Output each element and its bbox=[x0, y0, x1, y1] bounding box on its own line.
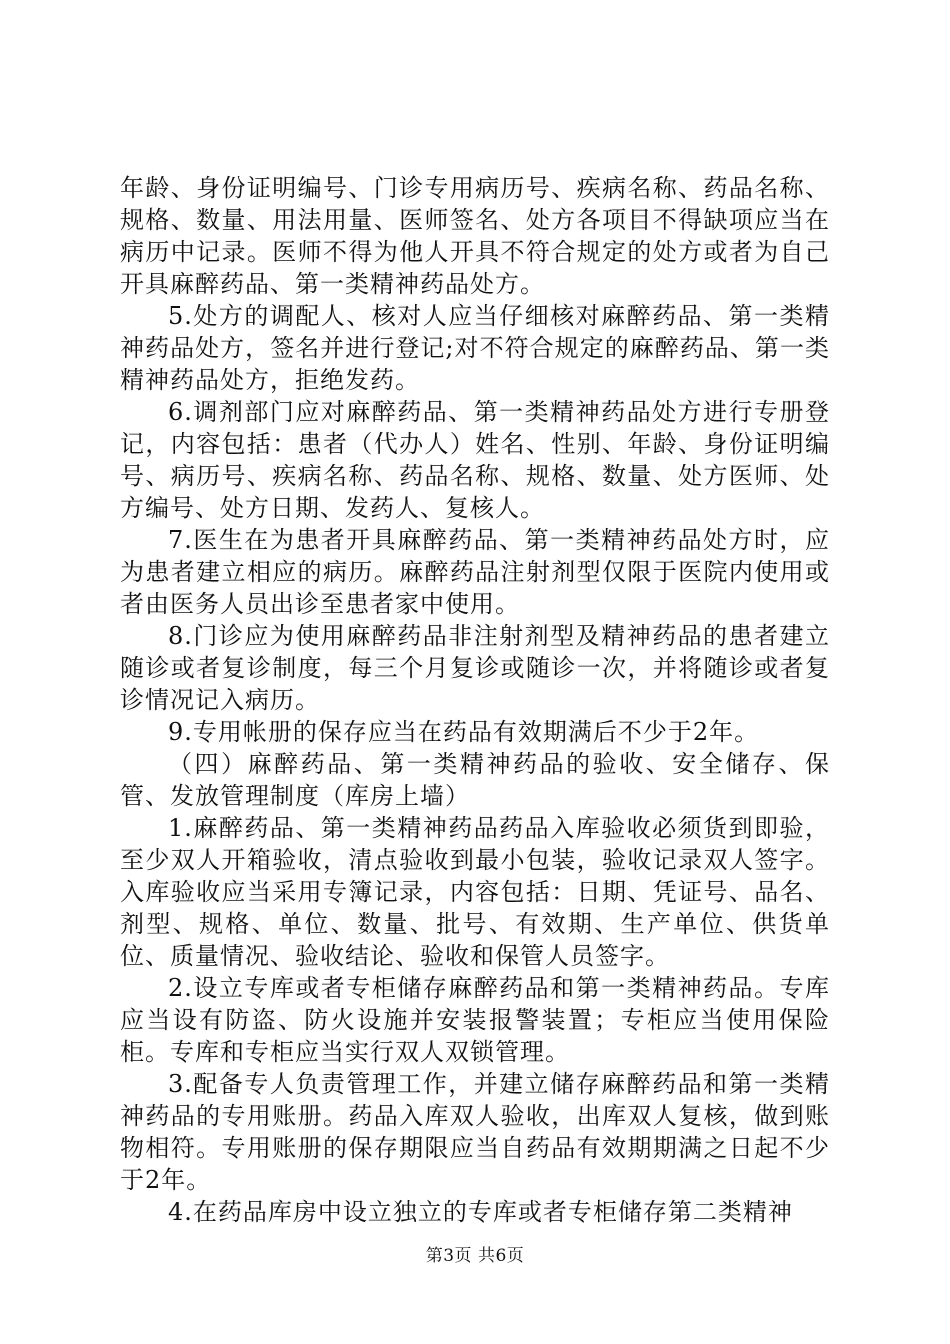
paragraph: 年龄、身份证明编号、门诊专用病历号、疾病名称、药品名称、规格、数量、用法用量、医师签名、处方各项目不得缺项应当在病历中记录。医师不得为他人开具不符合规定的处方或者为自己开具麻醉药品、第一类精神药品处方。 bbox=[120, 174, 830, 298]
paragraph: 7.医生在为患者开具麻醉药品、第一类精神药品处方时，应为患者建立相应的病历。麻醉药品注射剂型仅限于医院内使用或者由医务人员出诊至患者家中使用。 bbox=[120, 526, 830, 618]
document-body bbox=[120, 172, 830, 1228]
paragraph: 2.设立专库或者专柜储存麻醉药品和第一类精神药品。专库应当设有防盗、防火设施并安装报警装置；专柜应当使用保险柜。专库和专柜应当实行双人双锁管理。 bbox=[120, 974, 830, 1066]
paragraph: 1.麻醉药品、第一类精神药品药品入库验收必须货到即验，至少双人开箱验收，清点验收到最小包装，验收记录双人签字。入库验收应当采用专簿记录，内容包括：日期、凭证号、品名、剂型、规格、单位、数量、批号、有效期、生产单位、供货单位、质量情况、验收结论、验收和保管人员签字。 bbox=[120, 814, 830, 970]
paragraph: 3.配备专人负责管理工作，并建立储存麻醉药品和第一类精神药品的专用账册。药品入库双人验收，出库双人复核，做到账物相符。专用账册的保存期限应当自药品有效期期满之日起不少于2年。 bbox=[120, 1070, 830, 1194]
page-footer: 第3页 共6页 bbox=[425, 1246, 525, 1266]
paragraph: 5.处方的调配人、核对人应当仔细核对麻醉药品、第一类精神药品处方，签名并进行登记;对不符合规定的麻醉药品、第一类精神药品处方，拒绝发药。 bbox=[120, 302, 830, 394]
paragraph: 6.调剂部门应对麻醉药品、第一类精神药品处方进行专册登记，内容包括：患者（代办人）姓名、性别、年龄、身份证明编号、病历号、疾病名称、药品名称、规格、数量、处方医师、处方编号、处方日期、发药人、复核人。 bbox=[120, 398, 830, 522]
section-heading: （四）麻醉药品、第一类精神药品的验收、安全储存、保管、发放管理制度（库房上墙） bbox=[120, 750, 830, 810]
paragraph: 9.专用帐册的保存应当在药品有效期满后不少于2年。 bbox=[168, 718, 760, 746]
paragraph: 4.在药品库房中设立独立的专库或者专柜储存第二类精神 bbox=[168, 1198, 793, 1226]
paragraph: 8.门诊应为使用麻醉药品非注射剂型及精神药品的患者建立随诊或者复诊制度，每三个月复诊或随诊一次，并将随诊或者复诊情况记入病历。 bbox=[120, 622, 830, 714]
